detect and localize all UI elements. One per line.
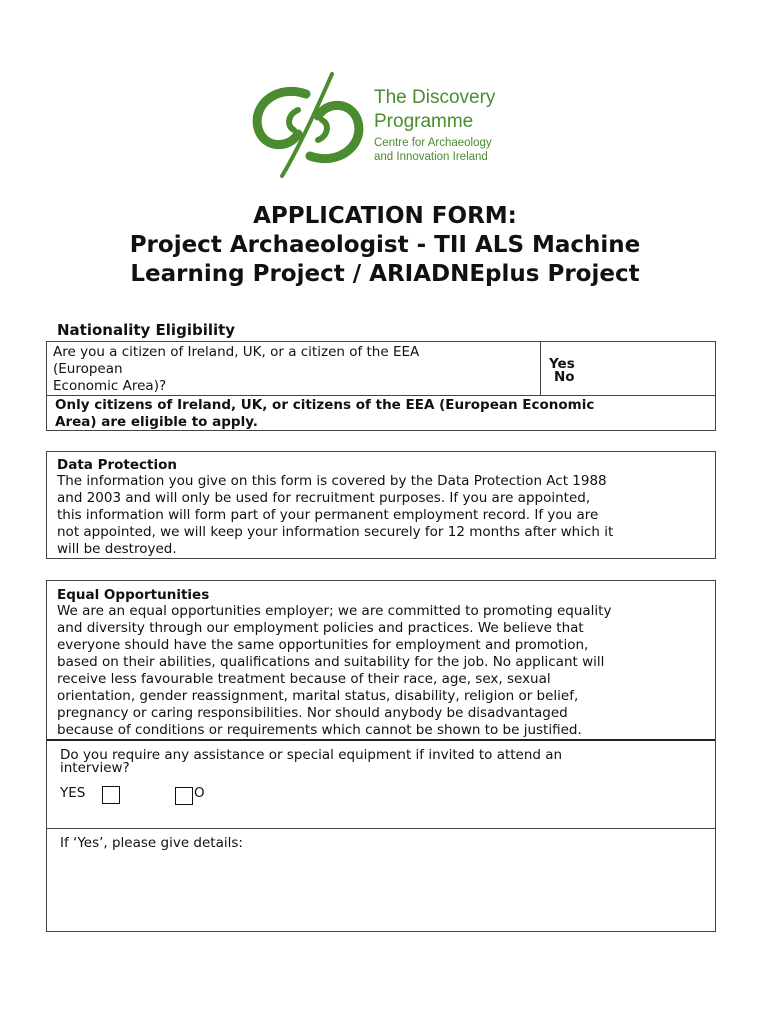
nationality-answer-no[interactable]: No — [554, 369, 575, 385]
nationality-note-line1: Only citizens of Ireland, UK, or citizens of the EEA (European Economic — [55, 397, 595, 413]
data-protection-line: will be destroyed. — [57, 541, 177, 557]
data-protection-line: The information you give on this form is covered by the Data Protection Act 1988 — [57, 473, 607, 489]
equal-opportunities-line: based on their abilities, qualifications and suitability for the job. No applicant will — [57, 654, 605, 670]
nationality-row-divider — [47, 395, 715, 396]
data-protection-line: and 2003 and will only be used for recruitment purposes. If you are appointed, — [57, 490, 591, 506]
logo-name-line2: Programme — [374, 111, 474, 132]
title-line1: APPLICATION FORM: — [253, 203, 517, 229]
equal-opportunities-text — [57, 603, 707, 739]
nationality-question-line2: (European — [53, 361, 123, 377]
equal-opportunities-line: and diversity through our employment policies and practices. We believe that — [57, 620, 584, 636]
data-protection-text — [57, 473, 715, 558]
nationality-divider — [540, 342, 541, 395]
title-line2: Project Archaeologist - TII ALS Machine — [129, 232, 641, 258]
equal-opportunities-line: pregnancy or caring responsibilities. Nor should anybody be disadvantaged — [57, 705, 568, 721]
nationality-question-line3: Economic Area)? — [53, 378, 167, 394]
nationality-note — [55, 397, 705, 431]
equal-opportunities-heading: Equal Opportunities — [57, 587, 210, 603]
equal-opportunities-box — [46, 580, 716, 932]
data-protection-line: not appointed, we will keep your information securely for 12 months after which it — [57, 524, 614, 540]
equal-opportunities-line: everyone should have the same opportunities for employment and promotion, — [57, 637, 589, 653]
details-divider — [47, 828, 715, 829]
details-label: If ‘Yes’, please give details: — [60, 835, 243, 851]
data-protection-box — [46, 451, 716, 559]
assistance-question — [60, 749, 700, 775]
data-protection-line: this information will form part of your permanent employment record. If you are — [57, 507, 599, 523]
logo-text — [374, 86, 495, 164]
yes-checkbox[interactable] — [102, 786, 120, 804]
equal-opportunities-line: We are an equal opportunities employer; we are committed to promoting equality — [57, 603, 612, 619]
equal-opportunities-line: receive less favourable treatment because of their race, age, sex, sexual — [57, 671, 551, 687]
nationality-note-line2: Area) are eligible to apply. — [55, 414, 258, 430]
nationality-box — [46, 341, 716, 431]
logo-tagline-line1: Centre for Archaeology — [374, 137, 492, 149]
nationality-heading: Nationality Eligibility — [57, 321, 236, 339]
nationality-answer-yes[interactable]: Yes — [549, 356, 575, 372]
no-label: O — [194, 785, 205, 801]
data-protection-heading: Data Protection — [57, 457, 177, 473]
discovery-programme-logo — [248, 70, 518, 180]
equal-opportunities-divider — [47, 739, 715, 741]
yes-label: YES — [60, 785, 86, 801]
nationality-answer[interactable] — [549, 358, 575, 384]
equal-opportunities-line: orientation, gender reassignment, marital status, disability, religion or belief, — [57, 688, 579, 704]
assistance-question-line2: interview? — [60, 760, 130, 776]
logo-tagline-line2: and Innovation Ireland — [374, 151, 488, 163]
form-title — [0, 202, 770, 289]
no-checkbox[interactable] — [175, 787, 193, 805]
discovery-programme-emblem-icon — [248, 70, 368, 180]
logo-name-line1: The Discovery — [374, 87, 496, 108]
nationality-question — [53, 344, 523, 395]
equal-opportunities-content — [57, 587, 707, 739]
equal-opportunities-line: because of conditions or requirements which cannot be shown to be justified. — [57, 722, 582, 738]
nationality-question-line1: Are you a citizen of Ireland, UK, or a citizen of the EEA — [53, 344, 420, 360]
assistance-question-line1: Do you require any assistance or special equipment if invited to attend an — [60, 747, 563, 763]
title-line3: Learning Project / ARIADNEplus Project — [130, 261, 640, 287]
